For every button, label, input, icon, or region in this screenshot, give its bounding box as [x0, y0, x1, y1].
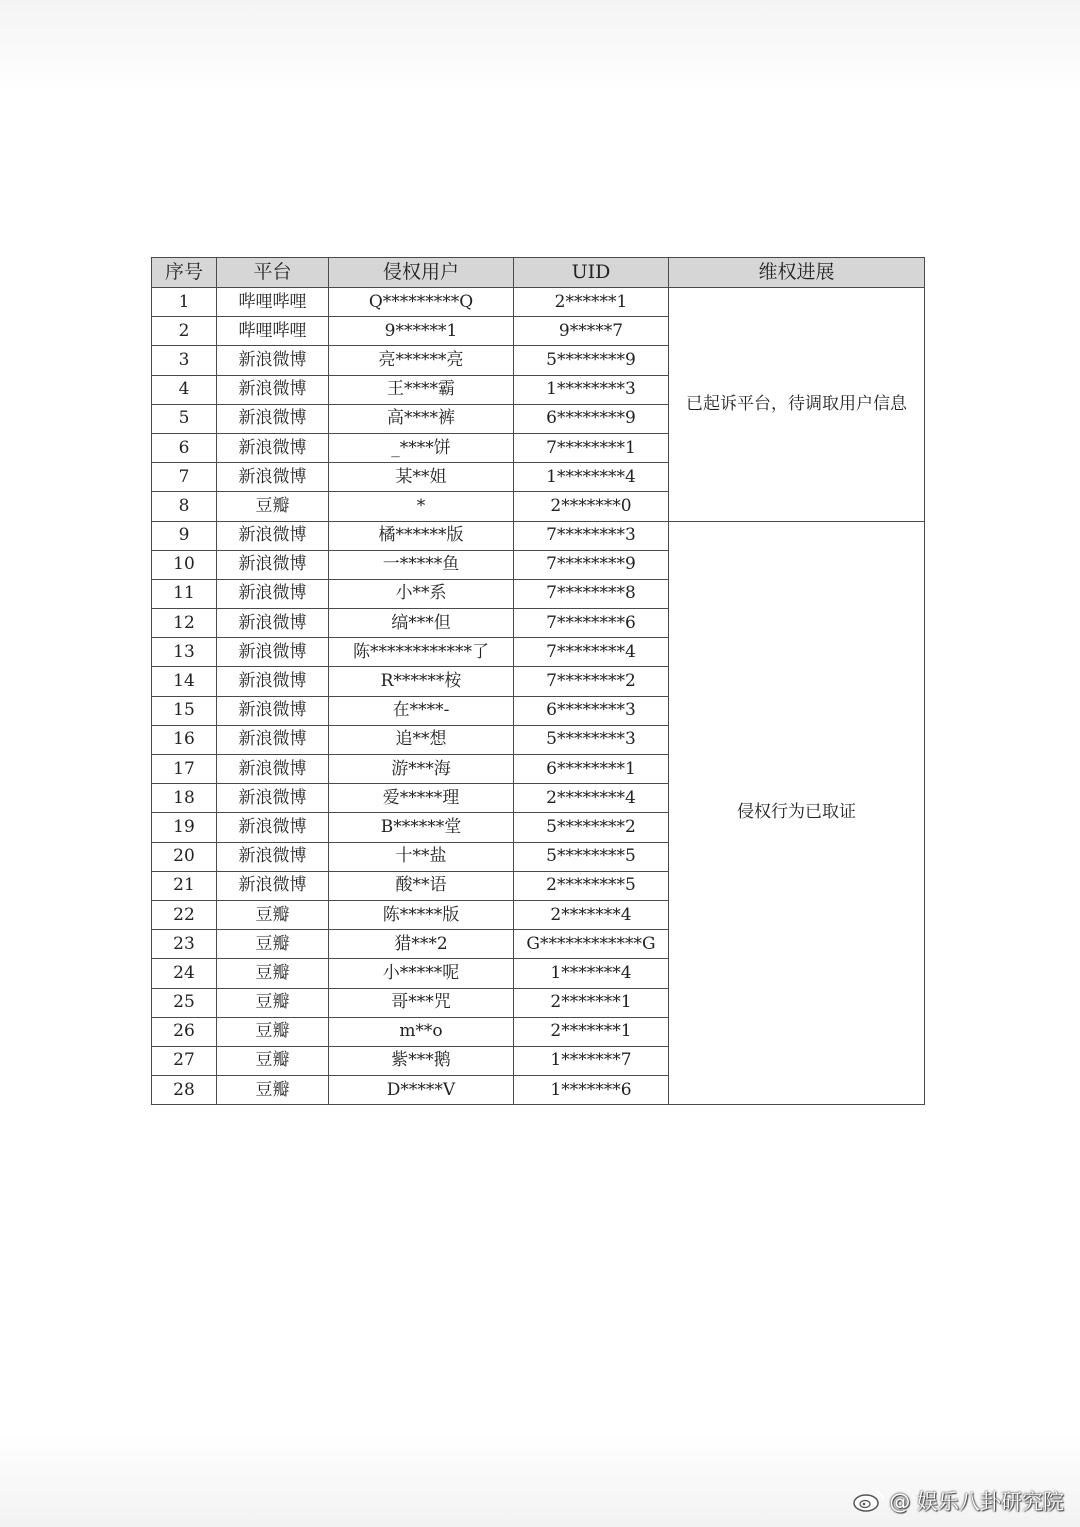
cell-uid: 7********6: [514, 609, 669, 638]
cell-index: 14: [152, 667, 217, 696]
cell-platform: 新浪微博: [217, 375, 329, 404]
cell-index: 26: [152, 1017, 217, 1046]
cell-uid: 6********3: [514, 696, 669, 725]
cell-uid: 5********3: [514, 725, 669, 754]
cell-uid: 2*******0: [514, 492, 669, 521]
cell-user: *: [329, 492, 514, 521]
cell-index: 20: [152, 842, 217, 871]
cell-platform: 新浪微博: [217, 784, 329, 813]
cell-index: 5: [152, 404, 217, 433]
cell-uid: 7********9: [514, 550, 669, 579]
cell-index: 25: [152, 988, 217, 1017]
cell-platform: 豆瓣: [217, 900, 329, 929]
header-uid: UID: [514, 258, 669, 288]
cell-index: 27: [152, 1046, 217, 1075]
cell-user: 陈*****版: [329, 900, 514, 929]
cell-platform: 豆瓣: [217, 492, 329, 521]
cell-index: 19: [152, 813, 217, 842]
header-index: 序号: [152, 258, 217, 288]
cell-user: 陈************了: [329, 638, 514, 667]
cell-platform: 豆瓣: [217, 959, 329, 988]
weibo-logo-icon: [851, 1489, 885, 1513]
cell-user: 猎***2: [329, 930, 514, 959]
cell-index: 8: [152, 492, 217, 521]
cell-uid: 5********9: [514, 346, 669, 375]
cell-user: 某**姐: [329, 463, 514, 492]
cell-platform: 新浪微博: [217, 842, 329, 871]
cell-platform: 新浪微博: [217, 346, 329, 375]
infringement-table: [151, 257, 925, 1105]
cell-platform: 新浪微博: [217, 871, 329, 900]
cell-user: R******桉: [329, 667, 514, 696]
watermark-text: @ 娱乐八卦研究院: [889, 1490, 1064, 1514]
cell-platform: 豆瓣: [217, 988, 329, 1017]
cell-index: 17: [152, 755, 217, 784]
cell-platform: 新浪微博: [217, 755, 329, 784]
cell-index: 16: [152, 725, 217, 754]
header-user: 侵权用户: [329, 258, 514, 288]
cell-uid: 5********2: [514, 813, 669, 842]
cell-platform: 豆瓣: [217, 1076, 329, 1105]
cell-user: 缟***但: [329, 609, 514, 638]
cell-uid: 7********8: [514, 579, 669, 608]
cell-index: 15: [152, 696, 217, 725]
cell-user: 爱*****理: [329, 784, 514, 813]
table-header-row: [152, 258, 925, 288]
cell-index: 23: [152, 930, 217, 959]
cell-uid: 2*******4: [514, 900, 669, 929]
cell-user: 酸**语: [329, 871, 514, 900]
cell-platform: 新浪微博: [217, 638, 329, 667]
cell-index: 6: [152, 433, 217, 462]
cell-uid: 7********2: [514, 667, 669, 696]
cell-platform: 新浪微博: [217, 696, 329, 725]
cell-platform: 新浪微博: [217, 813, 329, 842]
cell-uid: 1*******4: [514, 959, 669, 988]
cell-uid: 7********4: [514, 638, 669, 667]
cell-index: 3: [152, 346, 217, 375]
cell-user: B******堂: [329, 813, 514, 842]
cell-index: 24: [152, 959, 217, 988]
cell-platform: 新浪微博: [217, 579, 329, 608]
cell-uid: G************G: [514, 930, 669, 959]
cell-user: m**o: [329, 1017, 514, 1046]
cell-user: 亮******亮: [329, 346, 514, 375]
cell-platform: 新浪微博: [217, 521, 329, 550]
cell-index: 28: [152, 1076, 217, 1105]
cell-uid: 1********4: [514, 463, 669, 492]
cell-user: 9******1: [329, 317, 514, 346]
cell-uid: 1*******7: [514, 1046, 669, 1075]
cell-uid: 7********3: [514, 521, 669, 550]
header-progress: 维权进展: [669, 258, 925, 288]
cell-uid: 1*******6: [514, 1076, 669, 1105]
cell-platform: 新浪微博: [217, 609, 329, 638]
cell-user: 高****裤: [329, 404, 514, 433]
cell-user: 在****-: [329, 696, 514, 725]
cell-index: 12: [152, 609, 217, 638]
cell-user: 十**盐: [329, 842, 514, 871]
table-row: [152, 288, 925, 317]
table-body: [152, 288, 925, 1105]
cell-index: 2: [152, 317, 217, 346]
cell-index: 10: [152, 550, 217, 579]
cell-user: 橘******版: [329, 521, 514, 550]
cell-index: 4: [152, 375, 217, 404]
cell-platform: 豆瓣: [217, 930, 329, 959]
cell-platform: 哔哩哔哩: [217, 288, 329, 317]
cell-platform: 新浪微博: [217, 463, 329, 492]
cell-platform: 新浪微博: [217, 433, 329, 462]
cell-platform: 新浪微博: [217, 550, 329, 579]
cell-index: 18: [152, 784, 217, 813]
cell-platform: 新浪微博: [217, 725, 329, 754]
cell-index: 11: [152, 579, 217, 608]
cell-index: 13: [152, 638, 217, 667]
cell-uid: 2******1: [514, 288, 669, 317]
cell-uid: 2********5: [514, 871, 669, 900]
cell-user: 小**系: [329, 579, 514, 608]
table-row: [152, 521, 925, 550]
cell-index: 22: [152, 900, 217, 929]
cell-platform: 豆瓣: [217, 1017, 329, 1046]
cell-index: 7: [152, 463, 217, 492]
cell-index: 1: [152, 288, 217, 317]
cell-progress: 已起诉平台，待调取用户信息: [669, 288, 925, 522]
cell-user: Q*********Q: [329, 288, 514, 317]
cell-user: 游***海: [329, 755, 514, 784]
cell-user: 追**想: [329, 725, 514, 754]
cell-user: D*****V: [329, 1076, 514, 1105]
cell-user: 哥***咒: [329, 988, 514, 1017]
cell-platform: 豆瓣: [217, 1046, 329, 1075]
cell-uid: 6********9: [514, 404, 669, 433]
cell-platform: 哔哩哔哩: [217, 317, 329, 346]
cell-uid: 5********5: [514, 842, 669, 871]
cell-user: 紫***鹅: [329, 1046, 514, 1075]
cell-user: 小*****呢: [329, 959, 514, 988]
cell-uid: 9*****7: [514, 317, 669, 346]
cell-index: 9: [152, 521, 217, 550]
watermark: [851, 1487, 1064, 1515]
header-platform: 平台: [217, 258, 329, 288]
cell-progress: 侵权行为已取证: [669, 521, 925, 1105]
cell-uid: 2*******1: [514, 988, 669, 1017]
cell-uid: 6********1: [514, 755, 669, 784]
cell-user: 一*****鱼: [329, 550, 514, 579]
cell-user: _****饼: [329, 433, 514, 462]
cell-uid: 2********4: [514, 784, 669, 813]
cell-platform: 新浪微博: [217, 404, 329, 433]
cell-uid: 2*******1: [514, 1017, 669, 1046]
cell-user: 王****霸: [329, 375, 514, 404]
cell-index: 21: [152, 871, 217, 900]
cell-platform: 新浪微博: [217, 667, 329, 696]
cell-uid: 7********1: [514, 433, 669, 462]
cell-uid: 1********3: [514, 375, 669, 404]
